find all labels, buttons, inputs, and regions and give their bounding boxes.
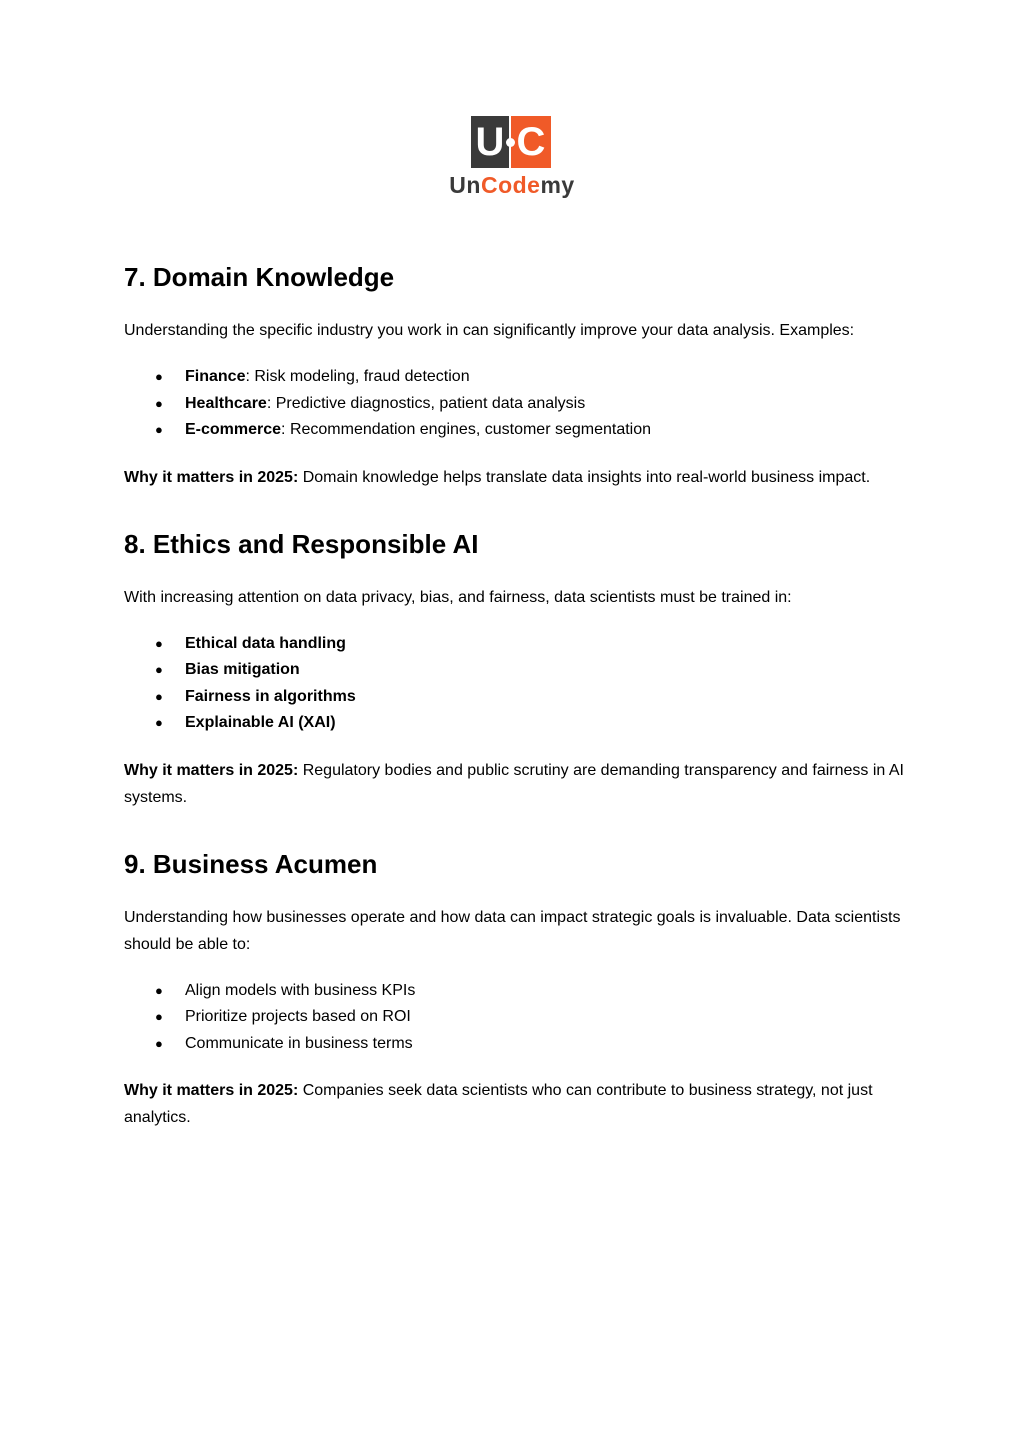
section-intro: With increasing attention on data privacy, bias, and fairness, data scientists must be trained in: (124, 588, 792, 606)
bullet-icon: ● (155, 1009, 163, 1024)
list-item-term: Healthcare (185, 394, 267, 412)
list-item-desc: : Recommendation engines, customer segmentation (281, 421, 652, 438)
section-heading: 8. Ethics and Responsible AI (124, 528, 479, 559)
bullet-icon: ● (155, 688, 163, 704)
section-business-acumen (124, 845, 904, 1132)
why-text: Domain knowledge helps translate data insights into real-world business impact. (298, 468, 871, 486)
bullet-icon: ● (155, 1035, 163, 1051)
list-item-term: E-commerce (185, 421, 282, 438)
section-ethics-responsible-ai (124, 525, 904, 811)
logo-mark (471, 116, 551, 168)
why-label: Why it matters in 2025: (124, 761, 299, 779)
list-item-text: Align models with business KPIs (185, 981, 416, 999)
list-item-term: Fairness in algorithms (185, 687, 356, 705)
list-item (155, 657, 904, 684)
list-item-text: Communicate in business terms (185, 1034, 413, 1052)
list-item (155, 684, 904, 711)
list-item (155, 710, 904, 737)
bullet-list (124, 631, 904, 737)
section-intro: Understanding the specific industry you work in can significantly improve your data analysis. Examples: (124, 322, 855, 339)
section-heading: 7. Domain Knowledge (124, 262, 395, 292)
list-item-term: Explainable AI (XAI) (185, 714, 336, 731)
logo-word-my: my (540, 172, 575, 198)
list-item (155, 364, 904, 391)
list-item-term: Bias mitigation (185, 661, 300, 678)
why-label: Why it matters in 2025: (124, 468, 299, 486)
why-label: Why it matters in 2025: (124, 1082, 299, 1099)
bullet-icon: ● (155, 662, 163, 677)
logo-word-code: Code (480, 172, 541, 198)
list-item-text: Prioritize projects based on ROI (185, 1008, 411, 1025)
section-intro: Understanding how businesses operate and how data can impact strategic goals is invaluable. Data scientists should be able to: (124, 908, 901, 953)
uncodemy-logo (446, 114, 578, 204)
why-it-matters (124, 1077, 904, 1131)
list-item (155, 391, 904, 418)
logo-word-un: Un (449, 172, 481, 198)
section-domain-knowledge (124, 258, 904, 491)
logo-mark-u: U (471, 116, 509, 168)
bullet-icon: ● (155, 715, 163, 730)
bullet-list (124, 978, 904, 1058)
bullet-icon: ● (155, 422, 163, 437)
logo-dot (506, 138, 515, 147)
bullet-icon: ● (155, 982, 163, 998)
list-item-term: Ethical data handling (185, 634, 346, 652)
why-it-matters (124, 464, 904, 491)
bullet-icon: ● (155, 369, 163, 384)
list-item (155, 1004, 904, 1031)
section-heading: 9. Business Acumen (124, 848, 378, 879)
list-item (155, 1031, 904, 1058)
list-item (155, 631, 904, 658)
list-item (155, 417, 904, 444)
bullet-icon: ● (155, 395, 163, 411)
why-text: Regulatory bodies and public scrutiny are demanding transparency and fairness in AI systems. (124, 761, 904, 806)
list-item-desc: : Predictive diagnostics, patient data analysis (266, 394, 586, 412)
why-text: Companies seek data scientists who can contribute to business strategy, not just analytics. (124, 1082, 873, 1126)
bullet-icon: ● (155, 635, 163, 651)
logo-wordmark (446, 172, 578, 199)
logo-mark-c: C (511, 116, 551, 168)
list-item-term: Finance (185, 368, 246, 385)
document-body (124, 258, 904, 1165)
list-item-desc: : Risk modeling, fraud detection (245, 368, 470, 385)
bullet-list (124, 364, 904, 444)
why-it-matters (124, 757, 904, 811)
list-item (155, 978, 904, 1005)
